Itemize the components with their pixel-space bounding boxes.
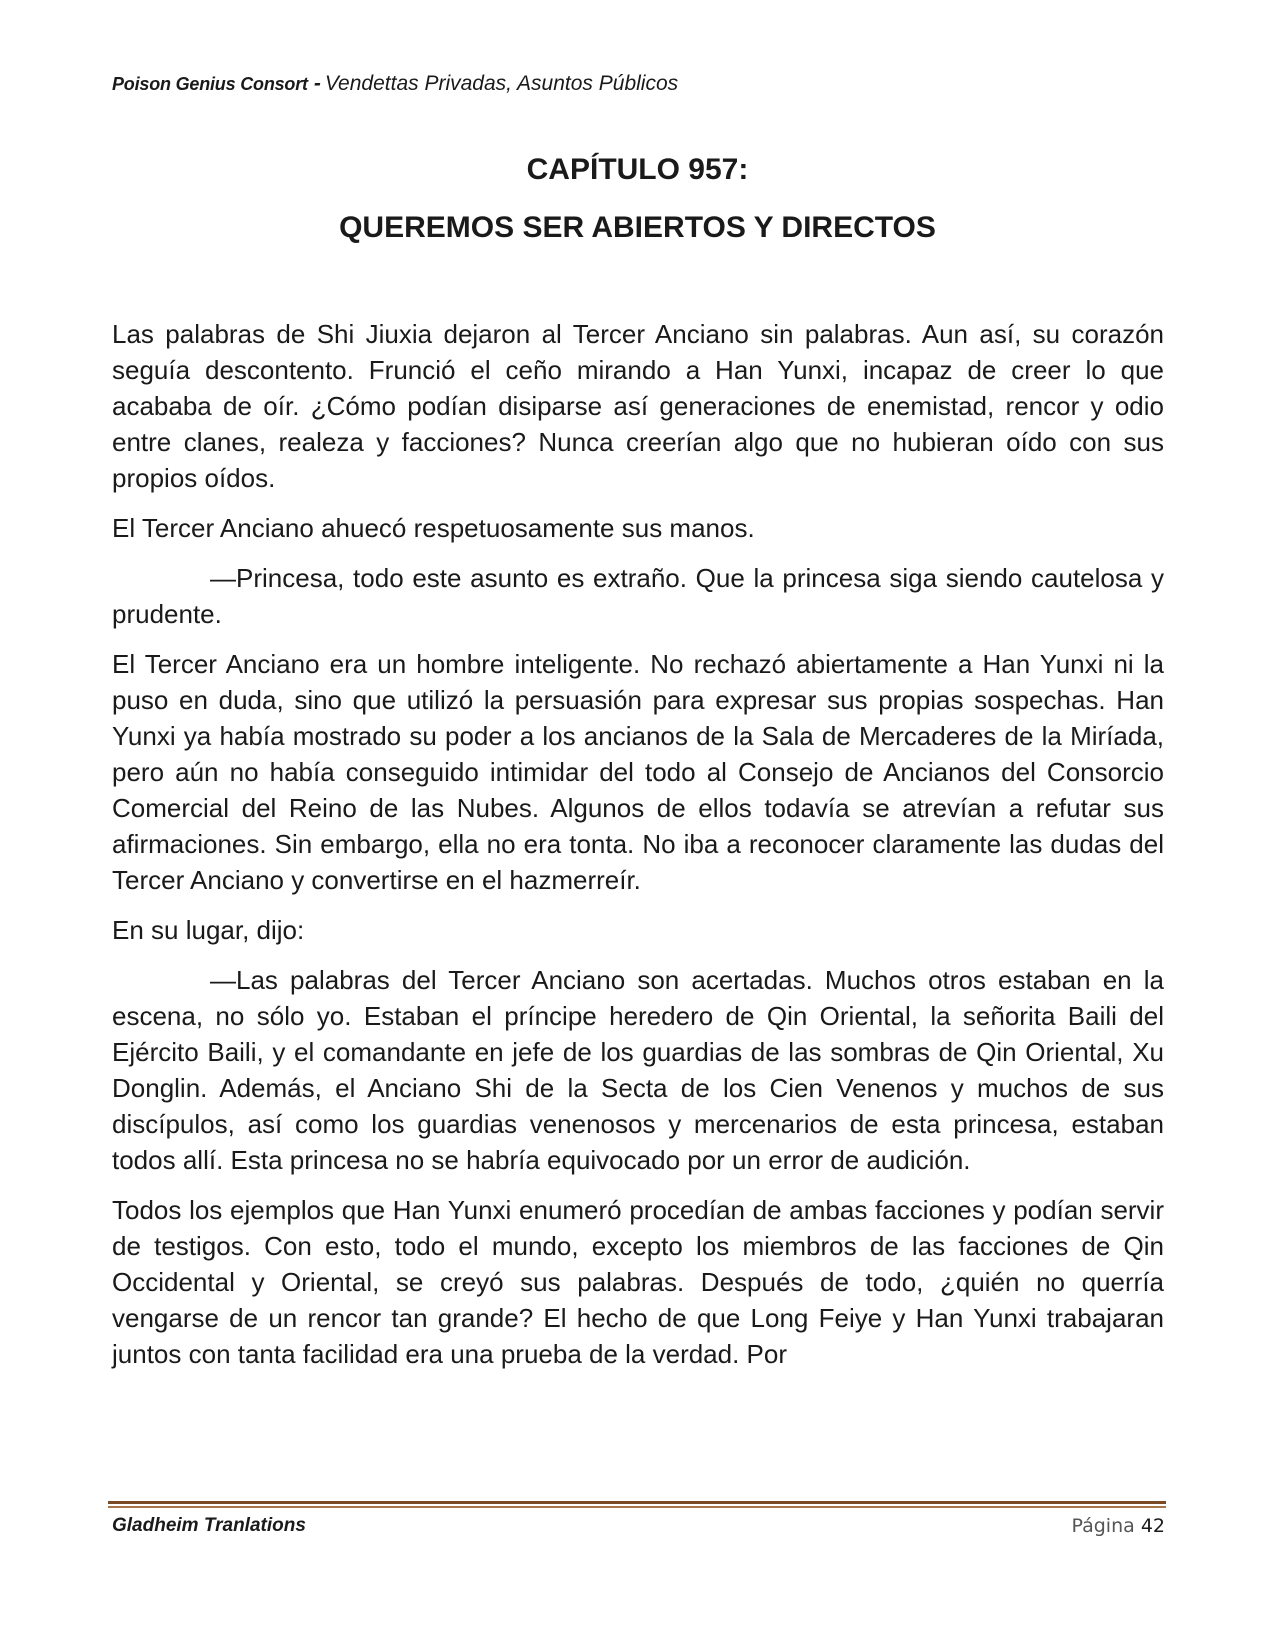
publisher-name: Gladheim Tranlations	[112, 1515, 306, 1536]
footer-divider	[108, 1501, 1166, 1508]
footer-divider-light	[108, 1506, 1166, 1508]
page-label: Página	[1071, 1515, 1135, 1537]
paragraph: Todos los ejemplos que Han Yunxi enumeró procedían de ambas facciones y podían servir de testigos. Con esto, todo el mundo, excepto los miembros de las facciones de Qin Occidental y Oriental, se creyó sus palabras. Después de todo, ¿quién no querría vengarse de un rencor tan grande? El hecho de que Long Feiye y Han Yunxi trabajaran juntos con tanta facilidad era una prueba de la verdad. Por	[112, 1195, 1164, 1369]
paragraph: El Tercer Anciano ahuecó respetuosamente sus manos.	[112, 513, 755, 543]
paragraph: El Tercer Anciano era un hombre inteligente. No rechazó abiertamente a Han Yunxi ni la puso en duda, sino que utilizó la persuasión para expresar sus propias sospechas. Han Yunxi ya había mostrado su poder a los ancianos de la Sala de Mercaderes de la Miríada, pero aún no había conseguido intimidar del todo al Consejo de Ancianos del Consorcio Comercial del Reino de las Nubes. Algunos de ellos todavía se atrevían a refutar sus afirmaciones. Sin embargo, ella no era tonta. No iba a reconocer claramente las dudas del Tercer Anciano y convertirse en el hazmerreír.	[112, 649, 1164, 895]
chapter-number: CAPÍTULO 957:	[526, 153, 749, 186]
header-separator: -	[313, 72, 321, 95]
series-title: Poison Genius Consort	[112, 74, 308, 94]
dialogue-paragraph: —Princesa, todo este asunto es extraño. Que la princesa siga siendo cautelosa y prudente.	[112, 563, 1164, 629]
paragraph: Las palabras de Shi Jiuxia dejaron al Tercer Anciano sin palabras. Aun así, su corazón seguía descontento. Frunció el ceño mirando a Han Yunxi, incapaz de creer lo que acababa de oír. ¿Cómo podían disiparse así generaciones de enemistad, rencor y odio entre clanes, realeza y facciones? Nunca creerían algo que no hubieran oído con sus propios oídos.	[112, 319, 1164, 493]
dialogue-paragraph: —Las palabras del Tercer Anciano son acertadas. Muchos otros estaban en la escena, no sólo yo. Estaban el príncipe heredero de Qin Oriental, la señorita Baili del Ejército Baili, y el comandante en jefe de los guardias de las sombras de Qin Oriental, Xu Donglin. Además, el Anciano Shi de la Secta de los Cien Venenos y muchos de sus discípulos, así como los guardias venenosos y mercenarios de esta princesa, estaban todos allí. Esta princesa no se habría equivocado por un error de audición.	[112, 965, 1164, 1175]
volume-title: Vendettas Privadas, Asuntos Públicos	[324, 72, 679, 95]
page-number: 42	[1140, 1515, 1165, 1537]
paragraph: En su lugar, dijo:	[112, 915, 305, 945]
footer-divider-dark	[108, 1501, 1166, 1504]
page-indicator	[1071, 1515, 1165, 1537]
running-header	[112, 72, 678, 96]
chapter-title: QUEREMOS SER ABIERTOS Y DIRECTOS	[339, 211, 936, 244]
chapter-body	[112, 316, 1164, 1386]
